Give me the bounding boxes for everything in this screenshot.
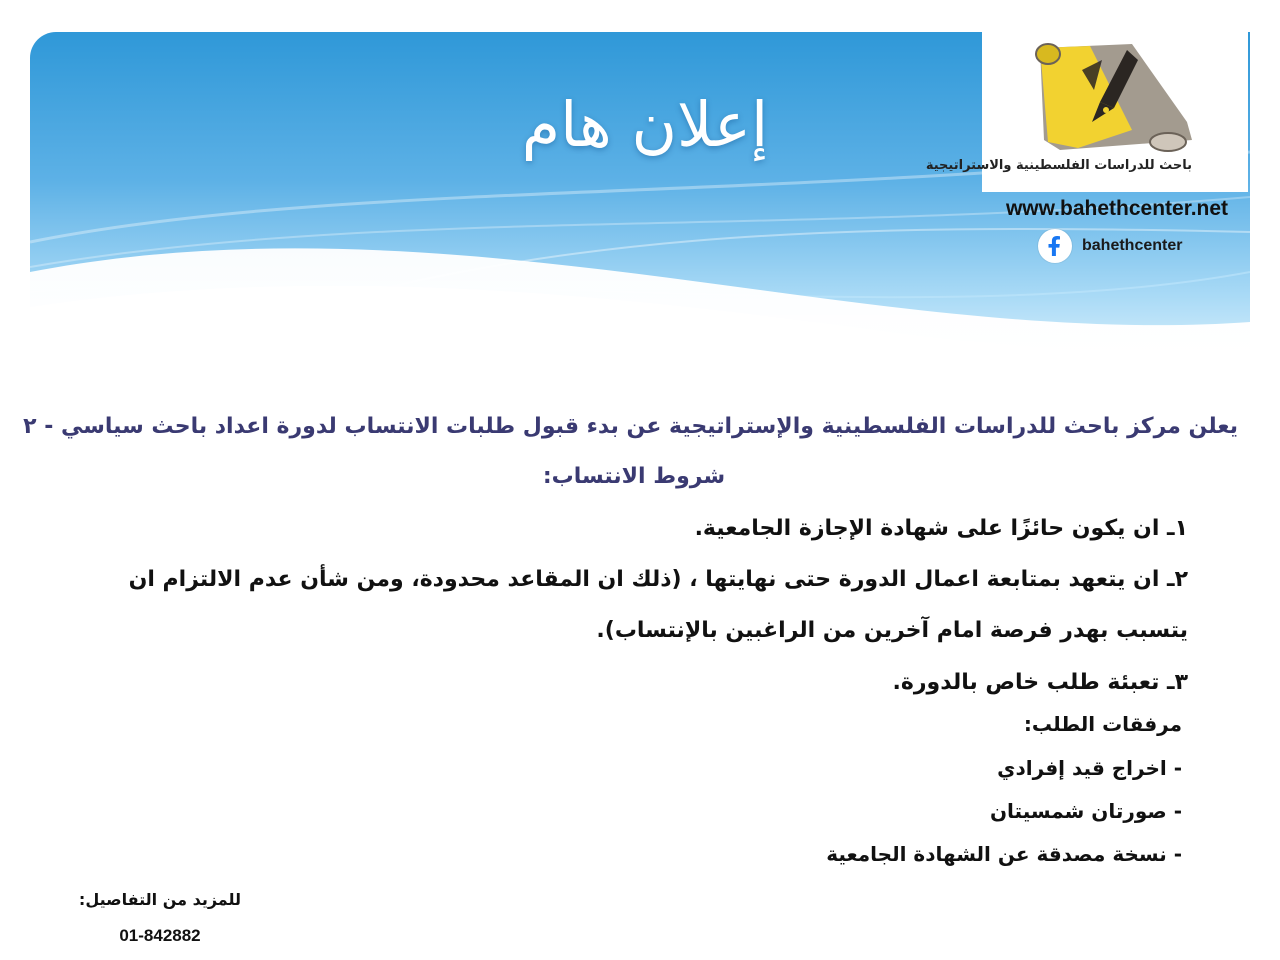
logo-text: باحث للدراسات الفلسطينية والاستراتيجية (925, 158, 1192, 173)
logo (925, 30, 1248, 192)
phone-number[interactable]: 01-842882 (119, 926, 201, 945)
attachment-item: - نسخة مصدقة عن الشهادة الجامعية (826, 842, 1182, 866)
facebook-handle: bahethcenter (1082, 237, 1183, 254)
attachment-item: - صورتان شمسيتان (989, 799, 1182, 823)
website-link[interactable]: www.bahethcenter.net (1005, 197, 1229, 220)
facebook-link[interactable] (1038, 229, 1182, 263)
condition-item: ١ـ ان يكون حائزًا على شهادة الإجازة الجامعية. (694, 516, 1188, 541)
condition-item-continued: يتسبب بهدر فرصة امام آخرين من الراغبين بالإنتساب). (596, 618, 1188, 643)
page-title: إعلان هام (521, 88, 769, 161)
attachments-heading: مرفقات الطلب: (1023, 712, 1182, 736)
facebook-icon (1038, 229, 1072, 263)
condition-item: ٢ـ ان يتعهد بمتابعة اعمال الدورة حتى نهايتها ، (ذلك ان المقاعد محدودة، ومن شأن عدم الالتزام ان (128, 567, 1188, 592)
more-info-label: للمزيد من التفاصيل: (78, 890, 242, 909)
conditions-heading: شروط الانتساب: (542, 464, 726, 489)
condition-item: ٣ـ تعبئة طلب خاص بالدورة. (892, 670, 1188, 695)
attachment-item: - اخراج قيد إفرادي (997, 756, 1182, 780)
announcement-intro: يعلن مركز باحث للدراسات الفلسطينية والإستراتيجية عن بدء قبول طلبات الانتساب لدورة اعداد باحث سياسي - ٢ (23, 414, 1238, 439)
